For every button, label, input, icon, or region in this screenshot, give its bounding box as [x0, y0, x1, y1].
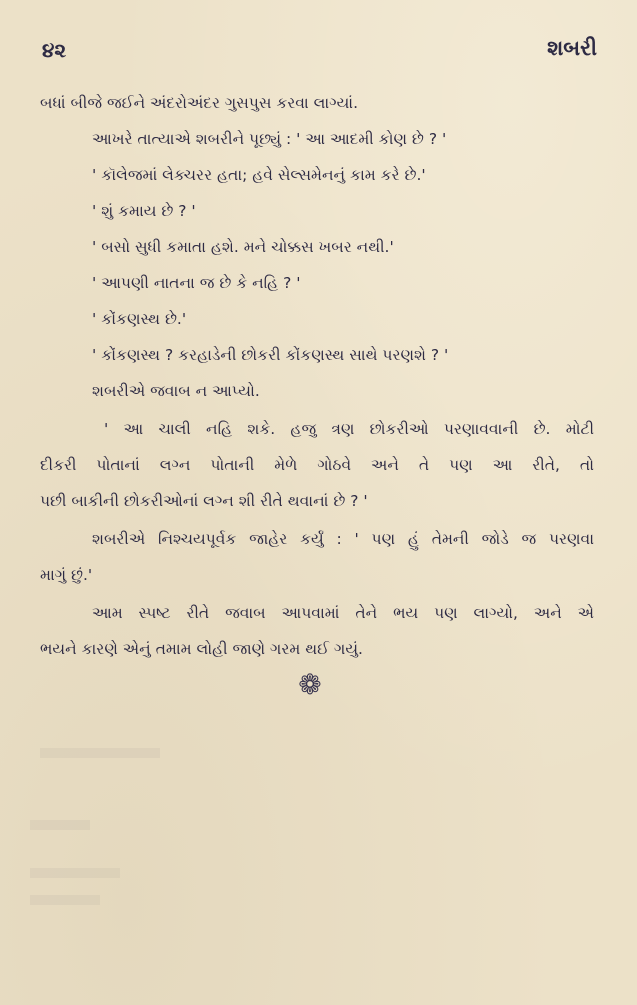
text-line: માગું છું.'	[40, 566, 93, 584]
text-line: ' કોંકણસ્થ છે.'	[92, 310, 187, 328]
text-line: ' કૉલેજમાં લેક્ચરર હતા; હવે સેલ્સમેનનું કામ કરે છે.'	[92, 166, 426, 184]
show-through-mark	[30, 895, 100, 905]
text-line: ' બસો સુધી કમાતા હશે. મને ચોક્કસ ખબર નથી.'	[92, 238, 394, 256]
text-line: ' આ ચાલી નહિ શકે. હજુ ત્રણ છોકરીઓ પરણાવવાની છે. મોટી	[104, 420, 594, 438]
page-number: ૪૨	[42, 38, 67, 62]
text-line: શબરીએ જવાબ ન આપ્યો.	[92, 382, 260, 400]
text-line: ' શું કમાય છે ? '	[92, 202, 196, 220]
running-title: શબરી	[547, 36, 597, 60]
floral-ornament-icon: ❁	[298, 668, 322, 701]
show-through-mark	[40, 748, 160, 758]
text-line: શબરીએ નિશ્ચયપૂર્વક જાહેર કર્યું : ' પણ હું તેમની જોડે જ પરણવા	[92, 530, 594, 548]
show-through-mark	[30, 820, 90, 830]
text-line: પછી બાકીની છોકરીઓનાં લગ્ન શી રીતે થવાનાં છે ? '	[40, 492, 368, 510]
text-line: આમ સ્પષ્ટ રીતે જવાબ આપવામાં તેને ભય પણ લાગ્યો, અને એ	[92, 604, 594, 622]
text-line: દીકરી પોતાનાં લગ્ન પોતાની મેળે ગોઠવે અને તે પણ આ રીતે, તો	[40, 456, 594, 474]
text-line: ' કોંકણસ્થ ? કરહાડેની છોકરી કોંકણસ્થ સાથે પરણશે ? '	[92, 346, 449, 364]
text-line: ' આપણી નાતના જ છે કે નહિ ? '	[92, 274, 301, 292]
show-through-mark	[30, 868, 120, 878]
text-line: બધાં બીજે જઈને અંદરોઅંદર ગુસપુસ કરવા લાગ્યાં.	[40, 94, 359, 112]
text-line: આખરે તાત્યાએ શબરીને પૂછ્યું : ' આ આદમી કોણ છે ? '	[92, 130, 447, 148]
text-line: ભયને કારણે એનું તમામ લોહી જાણે ગરમ થઈ ગયું.	[40, 640, 363, 658]
